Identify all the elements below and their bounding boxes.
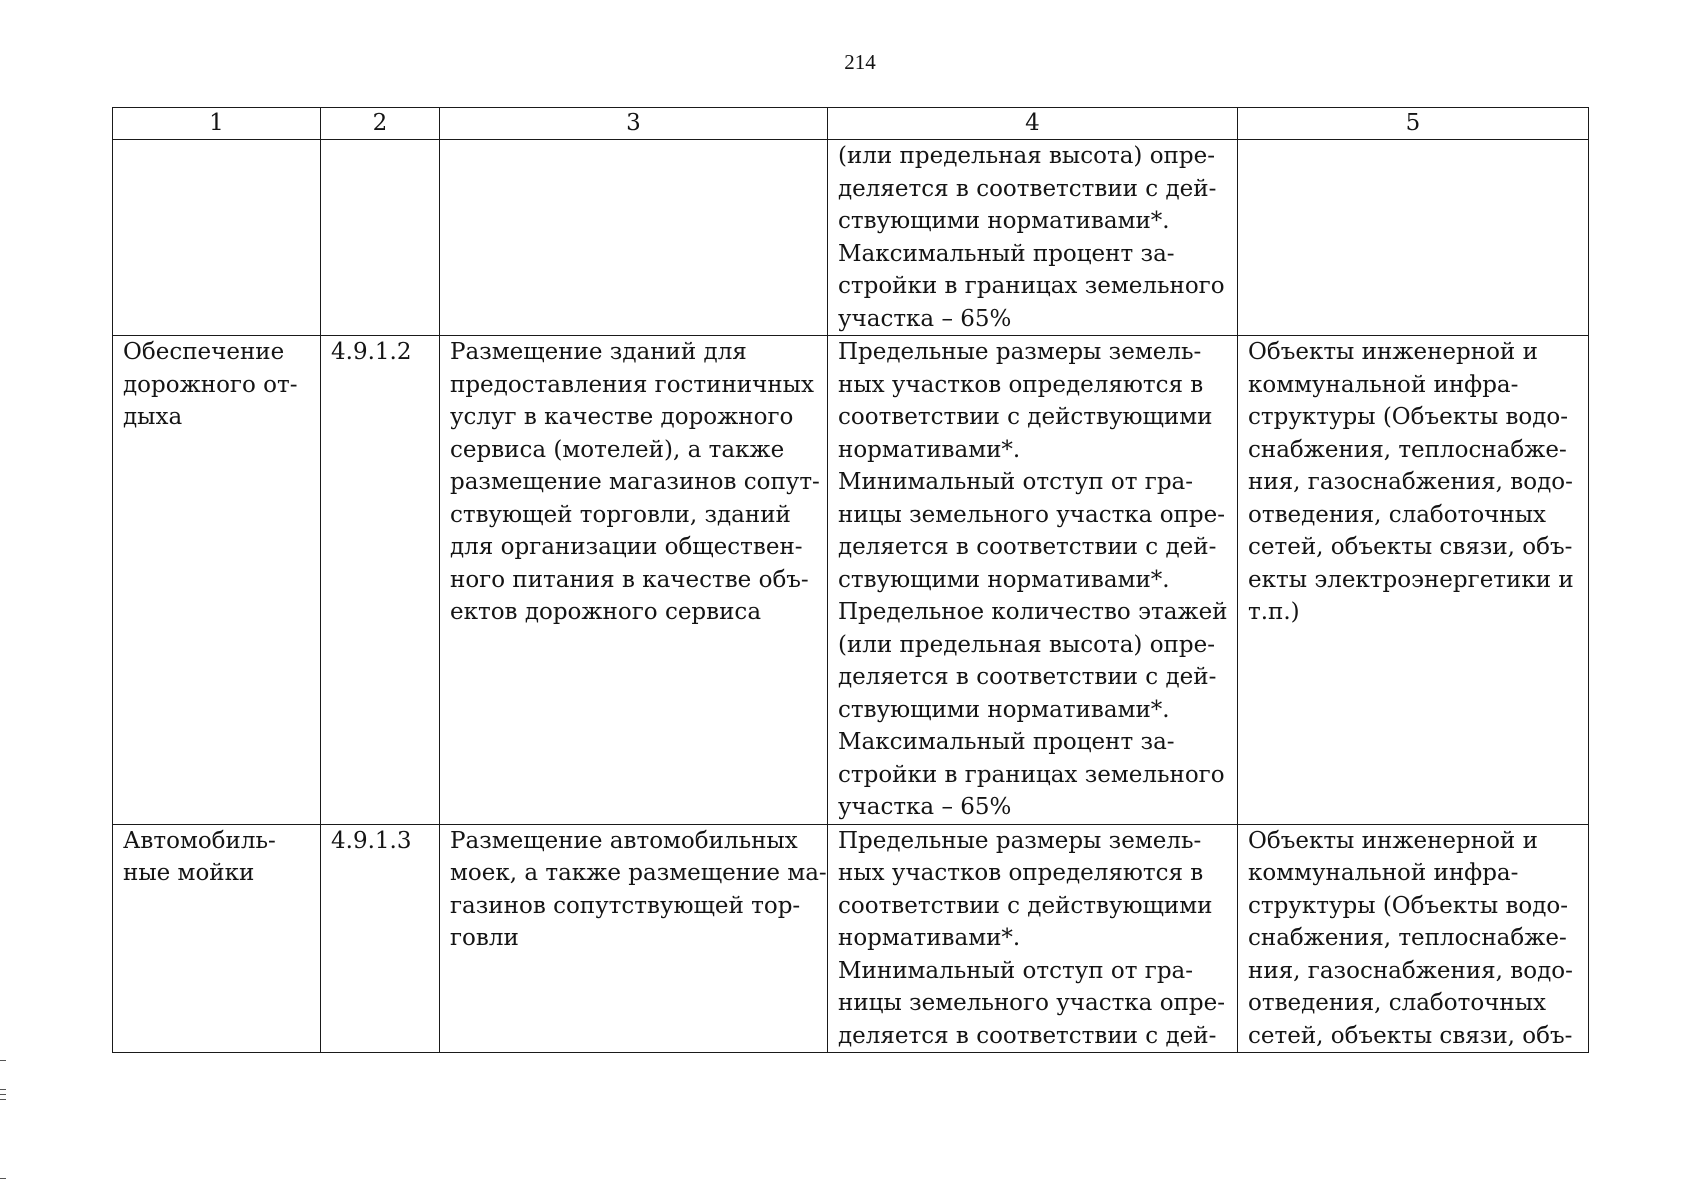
- cell-use-code: [321, 336, 440, 825]
- cell-text-line: снабжения, теплоснабже-: [1248, 925, 1567, 951]
- cell-text-line: т.п.): [1248, 599, 1300, 625]
- cell-text-line: Объекты инженерной и: [1248, 827, 1538, 854]
- cell-text-line: сетей, объекты связи, объ-: [1248, 1022, 1573, 1049]
- cell-text-line: снабжения, теплоснабже-: [1248, 436, 1567, 463]
- cell-text-line: нормативами*.: [838, 436, 1021, 463]
- cell-text-line: ных участков определяются в: [838, 860, 1204, 886]
- cell-text-line: ницы земельного участка опре-: [838, 501, 1225, 528]
- table-row: [113, 140, 1589, 336]
- cell-text-line: газинов сопутствующей тор-: [450, 892, 801, 919]
- cell-text-line: ных участков определяются в: [838, 371, 1204, 398]
- cell-text-line: 4.9.1.2: [331, 339, 412, 365]
- cell-text-line: дыха: [123, 404, 183, 430]
- cell-text-line: Размещение зданий для: [450, 339, 747, 365]
- cell-text-line: коммунальной инфра-: [1248, 860, 1519, 886]
- cell-use-description: [440, 824, 828, 1053]
- column-header-2: 2: [321, 108, 440, 140]
- column-header-4: 4: [828, 108, 1238, 140]
- cell-text-line: сетей, объекты связи, объ-: [1248, 534, 1573, 560]
- cell-text-line: соответствии с действующими: [838, 892, 1213, 919]
- table-row: [113, 336, 1589, 825]
- cell-text-line: деляется в соответствии с дей-: [838, 534, 1217, 560]
- cell-text-line: ные мойки: [123, 860, 255, 886]
- cell-text-line: 4.9.1.3: [331, 827, 412, 854]
- cell-infrastructure: [1238, 140, 1589, 336]
- land-use-table: [112, 107, 1589, 1053]
- cell-parameters: [828, 140, 1238, 336]
- cell-text-line: ного питания в качестве объ-: [450, 566, 809, 593]
- cell-text-line: деляется в соответствии с дей-: [838, 664, 1217, 690]
- cell-text-line: дорожного от-: [123, 371, 298, 398]
- cell-text-line: стройки в границах земельного: [838, 761, 1225, 788]
- cell-text-line: Автомобиль-: [123, 827, 276, 854]
- cell-infrastructure: [1238, 824, 1589, 1053]
- cell-text-line: (или предельная высота) опре-: [838, 631, 1215, 658]
- margin-mark: [0, 1099, 6, 1100]
- cell-text-line: для организации обществен-: [450, 534, 803, 560]
- cell-text-line: участка – 65%: [838, 794, 1012, 820]
- cell-text-line: ницы земельного участка опре-: [838, 990, 1225, 1016]
- table-header-row: [113, 108, 1589, 140]
- margin-mark: [0, 1094, 6, 1095]
- cell-use-code: [321, 140, 440, 336]
- cell-use-name: [113, 336, 321, 825]
- cell-text-line: ствующими нормативами*.: [838, 566, 1170, 593]
- cell-text-line: нормативами*.: [838, 925, 1021, 951]
- cell-use-name: [113, 140, 321, 336]
- cell-text-line: моек, а также размещение ма-: [450, 860, 827, 886]
- cell-text-line: деляется в соответствии с дей-: [838, 175, 1217, 202]
- cell-text-line: ствующими нормативами*.: [838, 208, 1170, 234]
- margin-mark: [0, 1060, 6, 1061]
- cell-text-line: соответствии с действующими: [838, 404, 1213, 430]
- cell-text-line: структуры (Объекты водо-: [1248, 892, 1569, 919]
- table-body: [113, 140, 1589, 1053]
- cell-text-line: ствующей торговли, зданий: [450, 501, 791, 528]
- cell-use-name: [113, 824, 321, 1053]
- cell-text-line: ствующими нормативами*.: [838, 696, 1170, 723]
- cell-text-line: деляется в соответствии с дей-: [838, 1022, 1217, 1049]
- cell-use-code: [321, 824, 440, 1053]
- cell-text-line: (или предельная высота) опре-: [838, 143, 1215, 169]
- cell-text-line: участка – 65%: [838, 305, 1012, 332]
- cell-text-line: структуры (Объекты водо-: [1248, 404, 1569, 430]
- cell-text-line: отведения, слаботочных: [1248, 990, 1546, 1016]
- cell-text-line: Минимальный отступ от гра-: [838, 957, 1194, 984]
- cell-text-line: предоставления гостиничных: [450, 371, 814, 398]
- margin-mark: [0, 1178, 6, 1179]
- cell-text-line: Объекты инженерной и: [1248, 339, 1538, 365]
- cell-text-line: Максимальный процент за-: [838, 729, 1175, 755]
- cell-text-line: сервиса (мотелей), а также: [450, 436, 785, 463]
- page-number: 214: [844, 50, 876, 74]
- cell-use-description: [440, 336, 828, 825]
- cell-use-description: [440, 140, 828, 336]
- cell-text-line: ния, газоснабжения, водо-: [1248, 957, 1573, 984]
- cell-text-line: Предельные размеры земель-: [838, 827, 1202, 854]
- cell-text-line: коммунальной инфра-: [1248, 371, 1519, 398]
- cell-parameters: [828, 336, 1238, 825]
- cell-text-line: размещение магазинов сопут-: [450, 469, 820, 495]
- column-header-1: 1: [113, 108, 321, 140]
- cell-text-line: стройки в границах земельного: [838, 273, 1225, 299]
- margin-mark: [0, 1089, 6, 1090]
- cell-text-line: Размещение автомобильных: [450, 827, 798, 854]
- cell-text-line: говли: [450, 925, 519, 951]
- cell-parameters: [828, 824, 1238, 1053]
- column-header-5: 5: [1238, 108, 1589, 140]
- cell-text-line: Минимальный отступ от гра-: [838, 469, 1194, 495]
- cell-text-line: ния, газоснабжения, водо-: [1248, 469, 1573, 495]
- cell-text-line: екты электроэнергетики и: [1248, 566, 1574, 593]
- table-row: [113, 824, 1589, 1053]
- cell-text-line: отведения, слаботочных: [1248, 501, 1546, 528]
- cell-text-line: Обеспечение: [123, 339, 285, 365]
- cell-text-line: ектов дорожного сервиса: [450, 599, 762, 625]
- cell-infrastructure: [1238, 336, 1589, 825]
- column-header-3: 3: [440, 108, 828, 140]
- cell-text-line: услуг в качестве дорожного: [450, 404, 794, 430]
- cell-text-line: Предельные размеры земель-: [838, 339, 1202, 365]
- cell-text-line: Максимальный процент за-: [838, 240, 1175, 267]
- cell-text-line: Предельное количество этажей: [838, 599, 1228, 625]
